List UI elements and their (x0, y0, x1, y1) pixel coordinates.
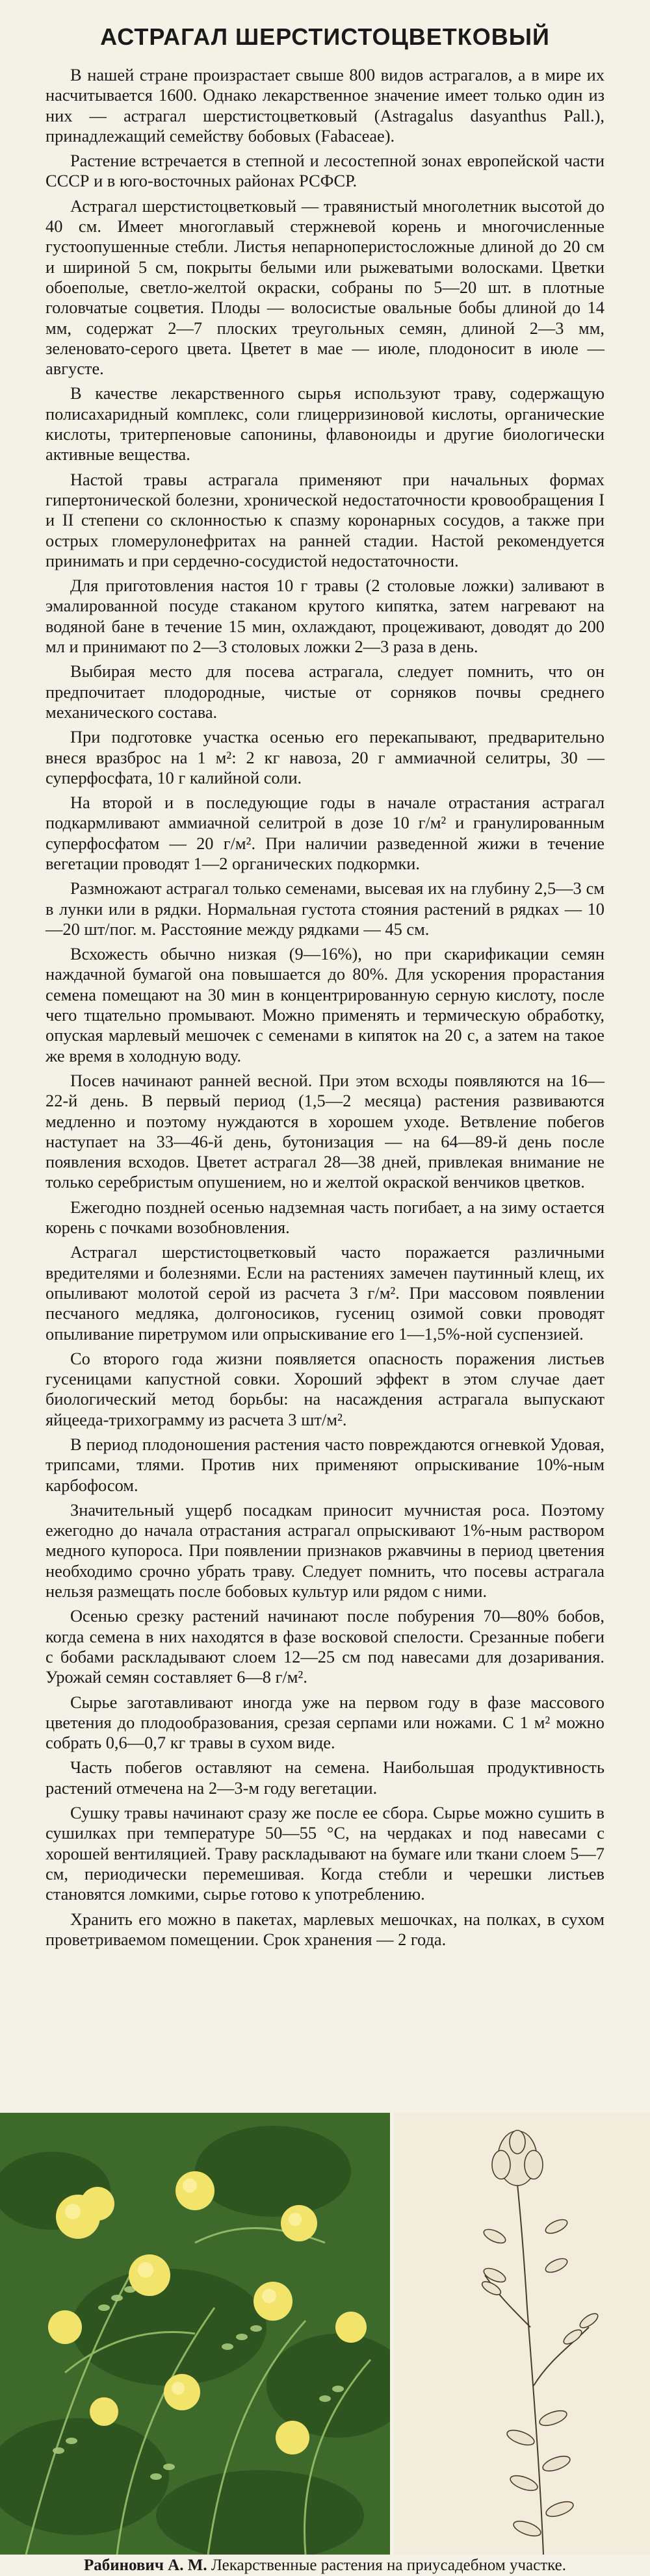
plant-drawing (394, 2113, 650, 2555)
paragraph: Астрагал шерстистоцветковый — травянистый многолетник высотой до 40 см. Имеет многоглавый стержневой корень и многочисленные густоопушенные стебли. Листья непарноперистосложные длиной до 20 см и шириной 5 см, покрыты белыми или рыжеватыми волосками. Цветки обоеполые, светло-желтой окраски, собраны по 5—20 шт. в плотные головчатые соцветия. Плоды — волосистые овальные бобы длиной до 14 мм, содержат 2—7 плоских треугольных семян, длиной 2—3 мм, зеленовато-серого цвета. Цветет в мае — июле, плодоносит в июле — августе. (46, 196, 604, 379)
paragraph: В качестве лекарственного сырья используют траву, содержащую полисахаридный комплекс, соли глицерризиновой кислоты, органические кислоты, тритерпеновые сапонины, флавоноиды и другие биологически активные вещества. (46, 383, 604, 465)
plant-line-drawing (394, 2113, 650, 2555)
plant-photo-image (0, 2113, 390, 2555)
illustrations (0, 2113, 650, 2555)
article-title: АСТРАГАЛ ШЕРСТИСТОЦВЕТКОВЫЙ (100, 23, 550, 50)
caption-source: Лекарственные растения на приусадебном участке. (211, 2557, 567, 2574)
plant-photo (0, 2113, 390, 2555)
paragraph: Растение встречается в степной и лесостепной зонах европейской части СССР и в юго-восточных районах РСФСР. (46, 151, 604, 191)
paragraph: В период плодоношения растения часто повреждаются огневкой Удовая, трипсами, тлями. Против них применяют опрыскивание 10%-ным карбофосом. (46, 1435, 604, 1495)
paragraph: Всхожесть обычно низкая (9—16%), но при скарификации семян наждачной бумагой она повышается до 80%. Для ускорения прорастания семена помещают на 30 мин в концентрированную серную кислоту, после чего тщательно промывают. Можно применять и термическую обработку, опуская марлевый мешочек с семенами в кипяток на 20 с, а затем на такое же время в холодную воду. (46, 944, 604, 1065)
paragraph: Сушку травы начинают сразу же после ее сбора. Сырье можно сушить в сушилках при температуре 50—55 °С, на чердаках и под навесами с хорошей вентиляцией. Траву раскладывают на бумаге или ткани слоем 5—7 см, периодически перемешивая. Когда стебли и черешки листьев становятся ломкими, сырье готово к употреблению. (46, 1803, 604, 1904)
paragraph: Посев начинают ранней весной. При этом всходы появляются на 16—22-й день. В первый период (1,5—2 месяца) растения развиваются медленно и поэтому нуждаются в хорошем уходе. Ветвление побегов наступает на 33—46-й день, бутонизация — на 64—89-й день после появления всходов. Цветет астрагал 28—38 дней, привлекая внимание не только серебристым опушением, но и желтой окраской венчиков цветков. (46, 1070, 604, 1192)
article-body (46, 65, 604, 1954)
paragraph: На второй и в последующие годы в начале отрастания астрагал подкармливают аммиачной селитрой в дозе 10 г/м² и гранулированным суперфосфатом — 20 г/м². При наличии разведенной жижи в течение вегетации проводят 1—2 органических подкормки. (46, 793, 604, 873)
paragraph: Настой травы астрагала применяют при начальных формах гипертонической болезни, хронической недостаточности кровообращения I и II степени со склонностью к спазму коронарных сосудов, а также при острых гломерулонефритах на ранней стадии. Настой рекомендуется принимать и при сердечно-сосудистой недостаточности. (46, 469, 604, 570)
paragraph: Со второго года жизни появляется опасность поражения листьев гусеницами капустной совки. Хороший эффект в этом случае дает биологический метод борьбы: на насаждения астрагала выпускают яйцееда-трихограмму из расчета 3 шт/м². (46, 1348, 604, 1429)
paragraph: Выбирая место для посева астрагала, следует помнить, что он предпочитает плодородные, чистые от сорняков почвы среднего механического состава. (46, 661, 604, 722)
paragraph: Значительный ущерб посадкам приносит мучнистая роса. Поэтому ежегодно до начала отрастания астрагал опрыскивают 1%-ным раствором медного купороса. При появлении признаков ржавчины в период цветения необходимо срочно убрать траву. Следует помнить, что посевы астрагала нельзя размещать после бобовых культур или рядом с ними. (46, 1499, 604, 1601)
paragraph: Размножают астрагал только семенами, высевая их на глубину 2,5—3 см в лунки или в рядки. Нормальная густота стояния растений в рядках — 10—20 шт/пог. м. Расстояние между рядками — 45 см. (46, 878, 604, 939)
paragraph: При подготовке участка осенью его перекапывают, предварительно внеся вразброс на 1 м²: 2 кг навоза, 20 г аммиачной селитры, 30 — суперфосфата, 10 г калийной соли. (46, 727, 604, 787)
source-caption (0, 2557, 650, 2575)
paragraph: Астрагал шерстистоцветковый часто поражается различными вредителями и болезнями. Если на растениях замечен паутинный клещ, их опыливают молотой серой из расчета 3 г/м². При массовом появлении песчаного медляка, долгоносиков, гусениц озимой совки проводят опыливание пиретрумом или опрыскивание его 1—1,5%-ной суспензией. (46, 1242, 604, 1344)
paragraph: Ежегодно поздней осенью надземная часть погибает, а на зиму остается корень с почками возобновления. (46, 1197, 604, 1238)
paragraph: В нашей стране произрастает свыше 800 видов астрагалов, а в мире их насчитывается 1600. Однако лекарственное значение имеет только один из них — астрагал шерстистоцветковый (Astragalus dasyanthus Pall.), принадлежащий семейству бобовых (Fabaceae). (46, 65, 604, 146)
paragraph: Хранить его можно в пакетах, марлевых мешочках, на полках, в сухом проветриваемом помещении. Срок хранения — 2 года. (46, 1909, 604, 1949)
paragraph: Часть побегов оставляют на семена. Наибольшая продуктивность растений отмечена на 2—3-м году вегетации. (46, 1757, 604, 1798)
paragraph: Для приготовления настоя 10 г травы (2 столовые ложки) заливают в эмалированной посуде стаканом крутого кипятка, затем нагревают на водяной бане в течение 15 мин, охлаждают, процеживают, доводят до 200 мл и принимают по 2—3 столовых ложки 2—3 раза в день. (46, 576, 604, 657)
caption-author: Рабинович А. М. (83, 2557, 207, 2574)
paragraph: Осенью срезку растений начинают после побурения 70—80% бобов, когда семена в них находятся в фазе восковой спелости. Срезанные побеги с бобами раскладывают слоем 12—25 см под навесами для дозаривания. Урожай семян составляет 6—8 г/м². (46, 1606, 604, 1687)
paragraph: Сырье заготавливают иногда уже на первом году в фазе массового цветения до плодообразования, срезая серпами или ножами. С 1 м² можно собрать 0,6—0,7 кг травы в сухом виде. (46, 1692, 604, 1753)
